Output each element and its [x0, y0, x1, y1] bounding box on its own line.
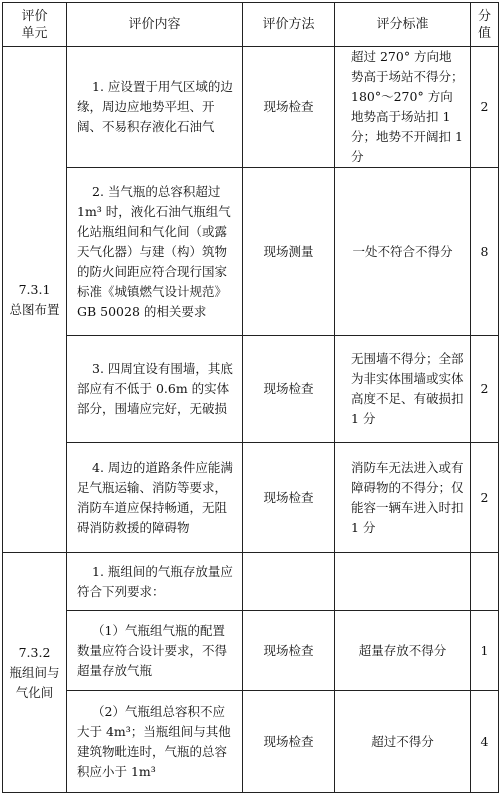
method-cell: 现场检查: [243, 691, 335, 793]
content-cell: （2）气瓶组总容积不应大于 4m³；当瓶组间与其他建筑物毗连时，气瓶的总容积应小于 1m³: [67, 691, 243, 793]
standard-cell: 超量存放不得分: [335, 611, 471, 691]
score-cell: 4: [471, 691, 499, 793]
method-cell: 现场测量: [243, 168, 335, 336]
score-cell: 8: [471, 168, 499, 336]
section-unit: 7.3.2 瓶组间与 气化间: [3, 553, 67, 793]
standard-cell: 消防车无法进入或有障碍物的不得分；仅能容一辆车进入时扣 1 分: [335, 443, 471, 553]
table-row: [3, 47, 499, 168]
table-row: [3, 336, 499, 443]
header-score: 分 值: [471, 3, 499, 47]
standard-cell: 超过不得分: [335, 691, 471, 793]
content-cell: 3. 四周宜设有围墙，其底部应有不低于 0.6m 的实体部分，围墙应完好，无破损: [67, 336, 243, 443]
section-unit: 7.3.1 总图布置: [3, 47, 67, 553]
table-row: [3, 443, 499, 553]
evaluation-table: [2, 2, 499, 793]
method-cell: 现场检查: [243, 47, 335, 168]
content-cell: 2. 当气瓶的总容积超过 1m³ 时，液化石油气瓶组气化站瓶组间和气化间（或露天气化器）与建（构）筑物的防火间距应符合现行国家标准《城镇燃气设计规范》GB 50028 的相关要求: [67, 168, 243, 336]
header-content: 评价内容: [67, 3, 243, 47]
content-cell: 1. 瓶组间的气瓶存放量应符合下列要求：: [67, 553, 243, 611]
standard-cell: 无围墙不得分；全部为非实体围墙或实体高度不足、有破损扣 1 分: [335, 336, 471, 443]
table-row: [3, 168, 499, 336]
content-cell: （1）气瓶组气瓶的配置数量应符合设计要求，不得超量存放气瓶: [67, 611, 243, 691]
method-cell: 现场检查: [243, 336, 335, 443]
header-method: 评价方法: [243, 3, 335, 47]
header-unit: 评价 单元: [3, 3, 67, 47]
score-cell: 2: [471, 336, 499, 443]
standard-cell: 超过 270° 方向地势高于场站不得分；180°～270° 方向地势高于场站扣 1 分；地势不开阔扣 1 分: [335, 47, 471, 168]
method-cell: [243, 553, 335, 611]
table-row: [3, 553, 499, 611]
header-standard: 评分标准: [335, 3, 471, 47]
content-cell: 1. 应设置于用气区域的边缘，周边应地势平坦、开阔、不易积存液化石油气: [67, 47, 243, 168]
content-cell: 4. 周边的道路条件应能满足气瓶运输、消防等要求，消防车道应保持畅通，无阻碍消防救援的障碍物: [67, 443, 243, 553]
score-cell: 2: [471, 47, 499, 168]
score-cell: 2: [471, 443, 499, 553]
score-cell: 1: [471, 611, 499, 691]
standard-cell: 一处不符合不得分: [335, 168, 471, 336]
method-cell: 现场检查: [243, 611, 335, 691]
score-cell: [471, 553, 499, 611]
table-row: [3, 611, 499, 691]
method-cell: 现场检查: [243, 443, 335, 553]
standard-cell: [335, 553, 471, 611]
table-row: [3, 691, 499, 793]
header-row: [3, 3, 499, 47]
